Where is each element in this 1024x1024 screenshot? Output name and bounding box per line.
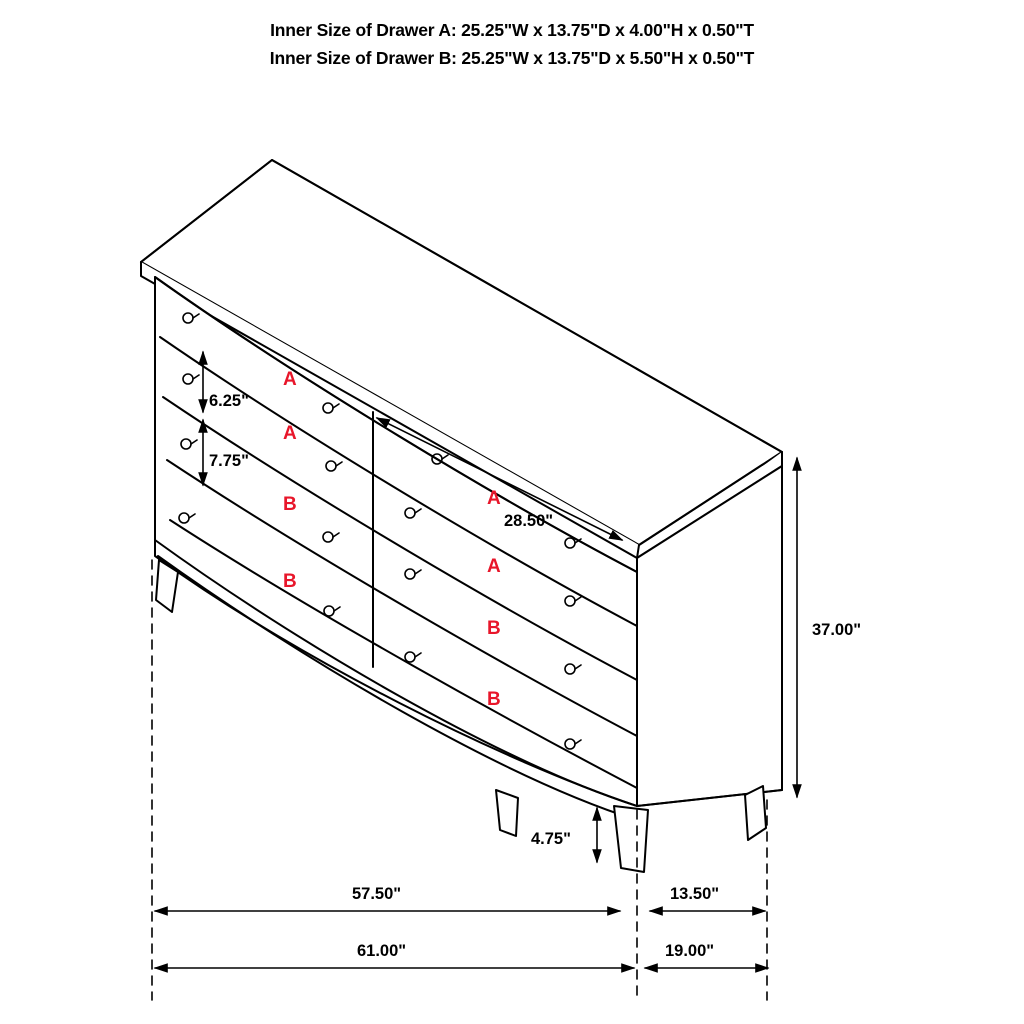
drawer-label-right-b1: B xyxy=(487,618,501,639)
header-line-drawer-b: Inner Size of Drawer B: 25.25"W x 13.75"D x 5.50"H x 0.50"T xyxy=(269,48,755,68)
dim-label-drawer-b-height: 7.75" xyxy=(209,452,249,470)
dim-label-front-width: 57.50" xyxy=(352,885,402,903)
drawer-label-left-b1: B xyxy=(283,494,297,515)
drawer-label-left-a2: A xyxy=(283,423,297,444)
header-line-drawer-a: Inner Size of Drawer A: 25.25"W x 13.75"D x 4.00"H x 0.50"T xyxy=(270,20,754,40)
dim-label-side-width: 13.50" xyxy=(670,885,720,903)
drawer-label-left-a1: A xyxy=(283,369,297,390)
drawer-label-right-a1: A xyxy=(487,488,501,509)
drawer-label-left-b2: B xyxy=(283,571,297,592)
drawer-label-right-a2: A xyxy=(487,556,501,577)
dim-label-drawer-a-height: 6.25" xyxy=(209,392,249,410)
dim-label-total-height: 37.00" xyxy=(812,621,862,639)
dim-label-overall-width: 61.00" xyxy=(357,942,407,960)
dim-label-front-inner-width: 28.50" xyxy=(504,512,554,530)
dim-label-overall-depth: 19.00" xyxy=(665,942,715,960)
drawer-label-right-b2: B xyxy=(487,689,501,710)
dim-label-leg-height: 4.75" xyxy=(531,830,571,848)
